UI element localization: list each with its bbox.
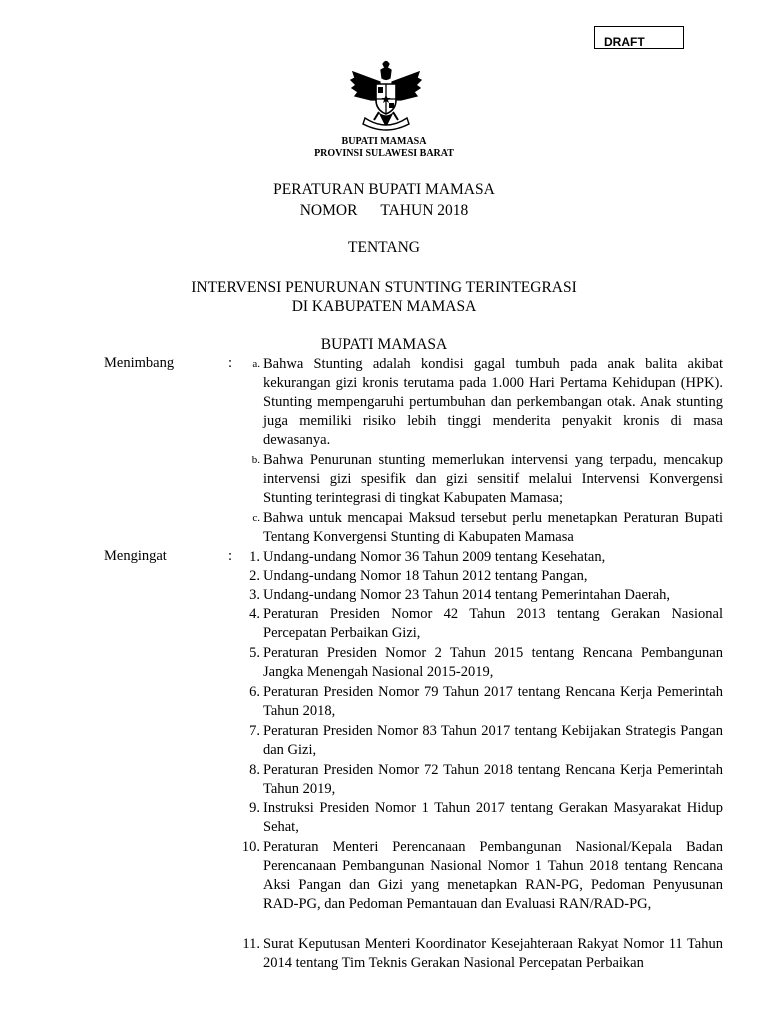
item-text: Undang-undang Nomor 18 Tahun 2012 tentang Pangan, — [263, 568, 588, 584]
garuda-emblem-icon — [349, 60, 423, 134]
mengingat-item — [230, 722, 723, 760]
item-text: Peraturan Presiden Nomor 2 Tahun 2015 tentang Rencana Pembangunan Jangka Menengah Nasional 2015-2019, — [263, 645, 723, 680]
mengingat-item — [230, 761, 723, 799]
item-text: Bahwa Penurunan stunting memerlukan intervensi yang terpadu, mencakup intervensi gizi spesifik dan gizi sensitif melalui Intervensi Konvergensi Stunting terintegrasi di tingkat Kabupaten Mamasa; — [263, 452, 723, 506]
mengingat-item — [230, 567, 723, 586]
item-marker: b. — [251, 454, 260, 466]
item-marker: 6. — [249, 684, 260, 700]
mengingat-label: Mengingat — [104, 548, 167, 564]
item-text: Surat Keputusan Menteri Koordinator Kesejahteraan Rakyat Nomor 11 Tahun 2014 tentang Tim Teknis Gerakan Nasional Percepatan Perbaikan — [263, 936, 723, 971]
draft-stamp: DRAFT — [594, 26, 684, 49]
mengingat-item — [230, 838, 723, 914]
item-text: Peraturan Presiden Nomor 79 Tahun 2017 tentang Rencana Kerja Pemerintah Tahun 2018, — [263, 684, 723, 719]
menimbang-item — [230, 451, 723, 508]
item-text: Undang-undang Nomor 23 Tahun 2014 tentang Pemerintahan Daerah, — [263, 587, 671, 603]
item-marker: 7. — [249, 723, 260, 739]
menimbang-colon: : — [228, 355, 233, 371]
authority-heading: BUPATI MAMASA — [320, 336, 448, 353]
item-marker: a. — [252, 358, 260, 370]
item-marker: 11. — [242, 936, 260, 952]
subject-line-1: INTERVENSI PENURUNAN STUNTING TERINTEGRASI — [191, 279, 577, 296]
item-marker: 3. — [249, 587, 260, 603]
menimbang-item — [230, 355, 723, 450]
about-heading: TENTANG — [348, 239, 420, 256]
item-marker: 1. — [249, 549, 260, 565]
menimbang-item — [230, 509, 723, 547]
item-text: Peraturan Presiden Nomor 72 Tahun 2018 tentang Rencana Kerja Pemerintah Tahun 2019, — [263, 762, 723, 797]
mengingat-item — [230, 683, 723, 721]
mengingat-item — [230, 548, 723, 567]
item-marker: 2. — [249, 568, 260, 584]
mengingat-item — [230, 799, 723, 837]
item-marker: 5. — [249, 645, 260, 661]
regulation-title: PERATURAN BUPATI MAMASA — [273, 181, 495, 198]
item-text: Peraturan Menteri Perencanaan Pembangunan Nasional/Kepala Badan Perencanaan Pembangunan Nasional Nomor 1 Tahun 2018 tentang Rencana Aksi Pangan dan Gizi yang menetapkan RAN-PG, Pedoman Penyusunan RAD-PG, dan Pedoman Pemantauan dan Evaluasi RAN/RAD-PG, — [263, 839, 723, 912]
item-marker: 9. — [249, 800, 260, 816]
item-text: Undang-undang Nomor 36 Tahun 2009 tentang Kesehatan, — [263, 549, 606, 565]
menimbang-label: Menimbang — [104, 355, 175, 371]
item-text: Peraturan Presiden Nomor 83 Tahun 2017 tentang Kebijakan Strategis Pangan dan Gizi, — [263, 723, 723, 758]
mengingat-item — [230, 644, 723, 682]
item-marker: 10. — [241, 839, 260, 855]
item-marker: c. — [252, 512, 260, 524]
item-text: Peraturan Presiden Nomor 42 Tahun 2013 tentang Gerakan Nasional Percepatan Perbaikan Gizi, — [263, 606, 723, 641]
issuer-line-1: BUPATI MAMASA — [341, 136, 427, 147]
mengingat-colon: : — [228, 548, 233, 564]
item-marker: 4. — [249, 606, 260, 622]
mengingat-item — [230, 935, 723, 973]
item-text: Instruksi Presiden Nomor 1 Tahun 2017 tentang Gerakan Masyarakat Hidup Sehat, — [263, 800, 723, 835]
item-text: Bahwa Stunting adalah kondisi gagal tumbuh pada anak balita akibat kekurangan gizi kronis terutama pada 1.000 Hari Pertama Kehidupan (HPK). Stunting mempengaruhi pertumbuhan dan perkembangan otak. Anak stunting juga memiliki risiko lebih tinggi menderita penyakit kronis di masa dewasanya. — [263, 356, 723, 448]
subject-line-2: DI KABUPATEN MAMASA — [291, 298, 477, 315]
item-marker: 8. — [249, 762, 260, 778]
regulation-number: NOMOR TAHUN 2018 — [299, 202, 469, 219]
mengingat-item — [230, 586, 723, 605]
issuer-line-2: PROVINSI SULAWESI BARAT — [314, 148, 454, 159]
item-text: Bahwa untuk mencapai Maksud tersebut perlu menetapkan Peraturan Bupati Tentang Konvergensi Stunting di Kabupaten Mamasa — [263, 510, 723, 545]
mengingat-item — [230, 605, 723, 643]
